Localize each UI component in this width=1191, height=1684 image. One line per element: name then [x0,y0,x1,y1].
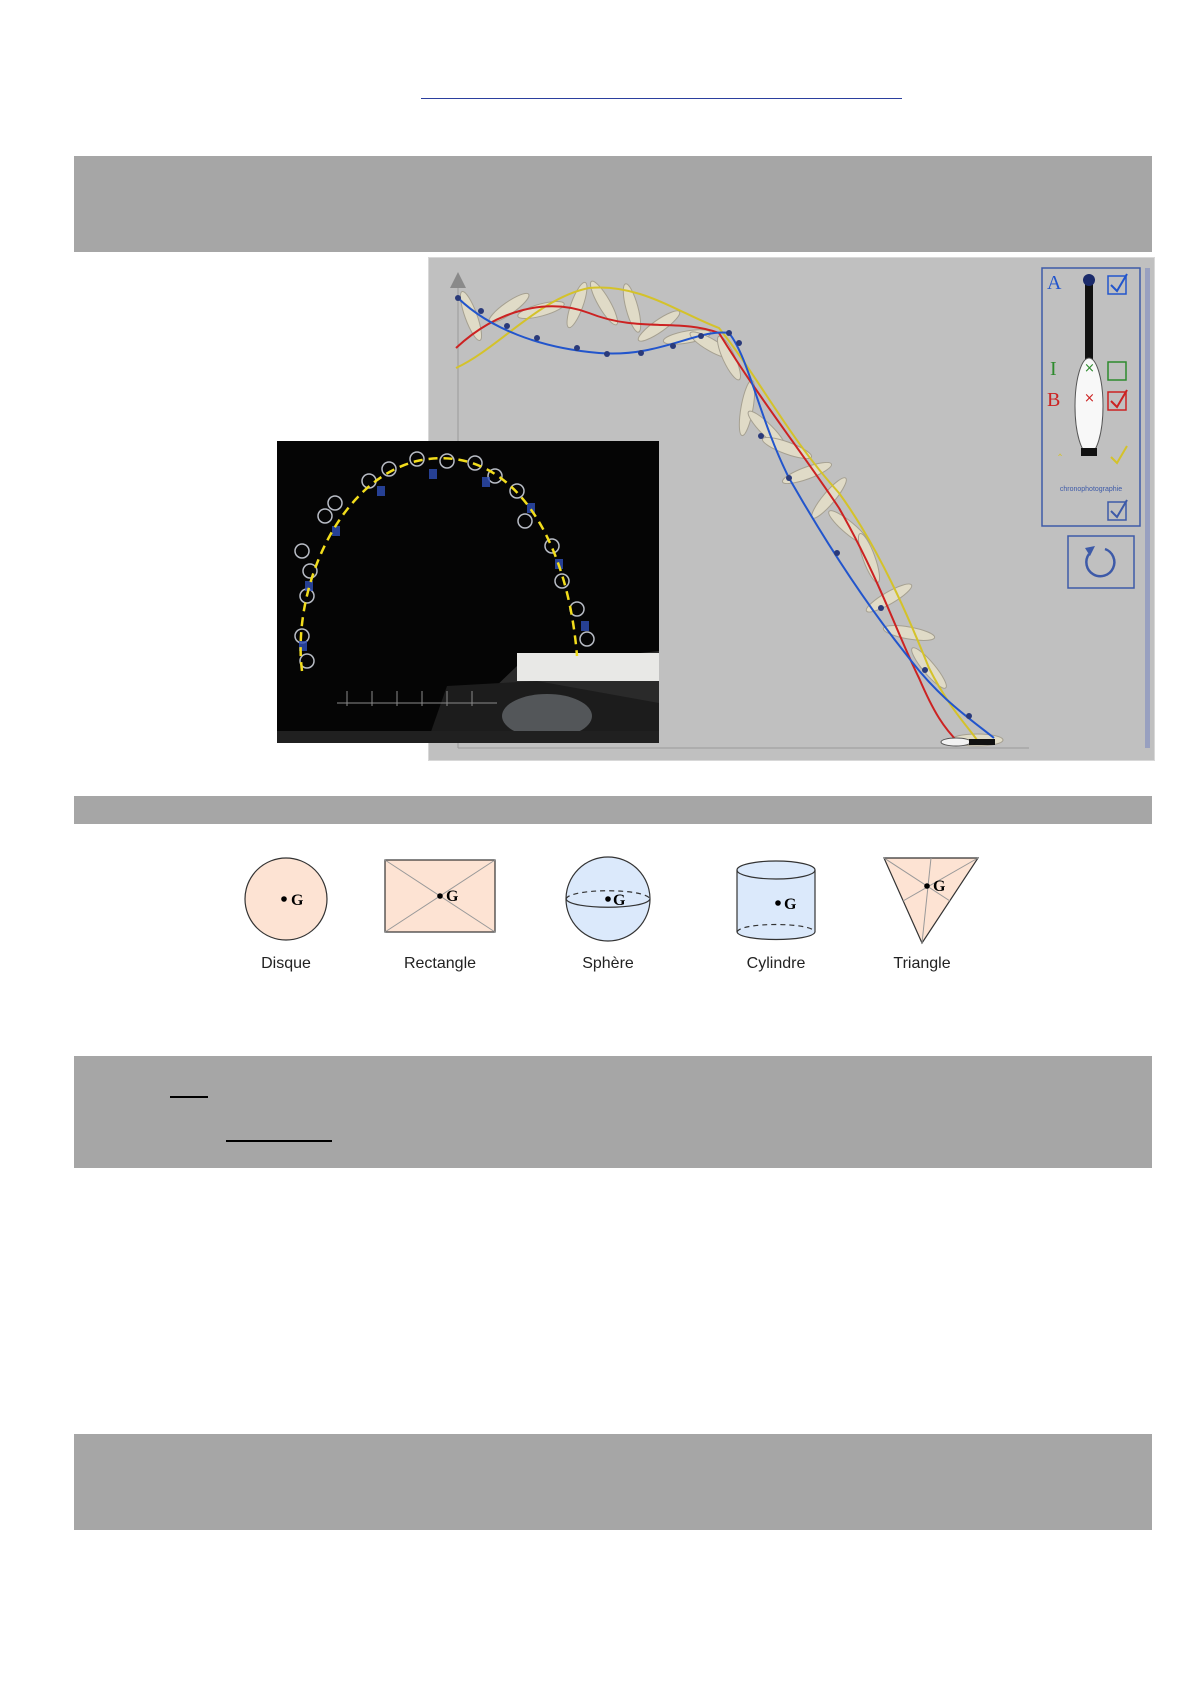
sphere-shape [566,857,650,941]
cylindre-shape [737,861,815,940]
link-underline[interactable] [421,98,902,99]
triangle-shape [884,858,978,943]
motocross-backflip-photo [277,441,659,743]
header-band-3 [74,1056,1152,1168]
label-disque: Disque [261,955,311,972]
label-cylindre: Cylindre [746,955,806,972]
label-sphere: Sphère [582,955,634,972]
i-cross-icon: × [1084,361,1095,376]
legend-label-i: I [1050,358,1057,380]
cylindre-g: G [784,896,797,913]
club-handle [969,739,995,745]
check-g-icon[interactable] [1111,446,1127,463]
reset-button[interactable] [1068,536,1134,588]
header-band-2 [74,796,1152,824]
underline-short[interactable] [170,1096,208,1098]
triangle-g: G [933,878,946,895]
axis-arrow-icon [450,272,466,288]
b-cross-icon: × [1084,391,1095,406]
sphere-g: G [613,892,626,909]
legend-label-a: A [1047,272,1062,294]
legend-chrono-label: chronophotographie [1059,486,1123,493]
header-band-1 [74,156,1152,252]
disque-g: G [291,892,304,909]
disque-shape [245,858,327,940]
header-band-4 [74,1434,1152,1530]
rectangle-g: G [446,888,459,905]
underline-long[interactable] [226,1140,332,1142]
club-icon [941,738,971,746]
rectangle-shape [385,860,495,932]
legend-label-b: B [1047,389,1061,411]
shapes-svg [0,850,1191,950]
g-legend-mark: ‸ [1058,442,1063,456]
shapes-figure [0,850,1191,980]
label-rectangle: Rectangle [403,955,477,972]
label-triangle: Triangle [893,955,951,972]
checkbox-i[interactable] [1108,362,1126,380]
scrollbar[interactable] [1145,268,1150,748]
